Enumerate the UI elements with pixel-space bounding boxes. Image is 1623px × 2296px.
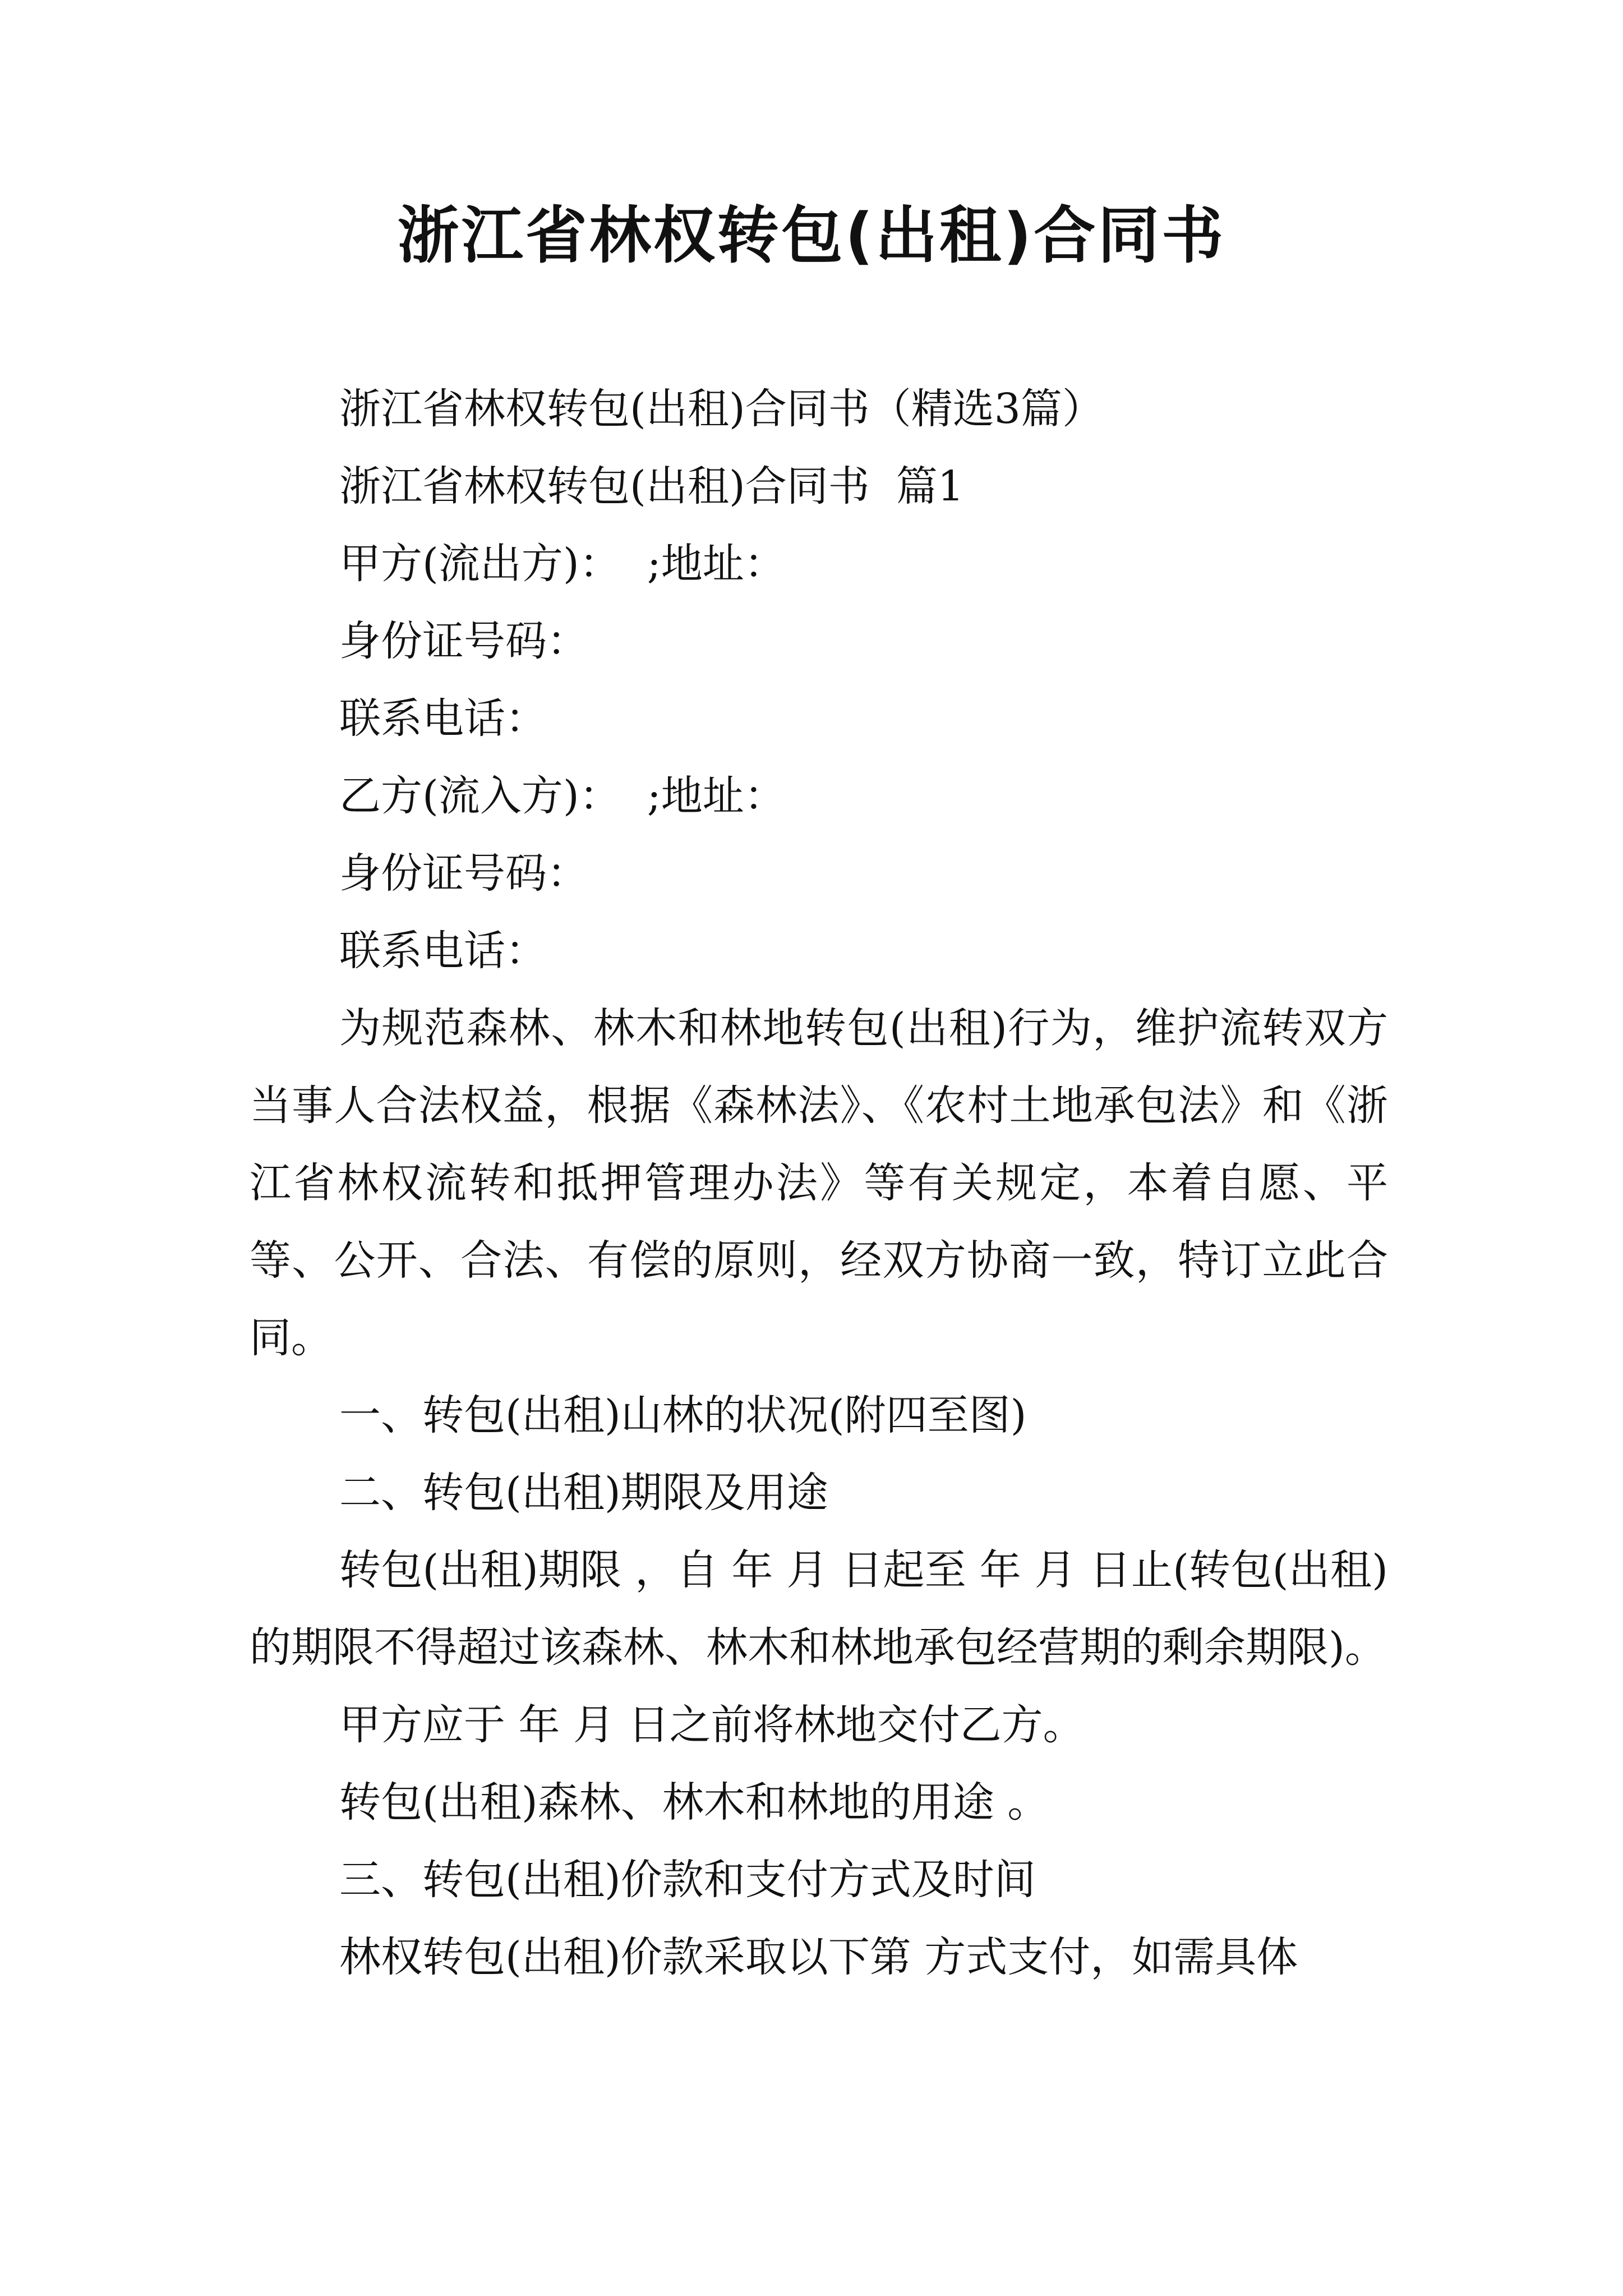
paragraph-section-1: 一、转包(出租)山林的状况(附四至图) <box>339 1391 1027 1439</box>
document-title: 浙江省林权转包(出租)合同书 <box>397 200 1226 272</box>
paragraph-section-3: 三、转包(出租)价款和支付方式及时间 <box>339 1856 1036 1904</box>
paragraph-delivery: 甲方应于 年 月 日之前将林地交付乙方。 <box>339 1701 1085 1749</box>
paragraph-term: 转包(出租)期限 ，自 年 月 日起至 年 月 日止(转包(出租)的期限不得超过该森林、林木和林地承包经营期的剩余期限)。 <box>250 1546 1388 1672</box>
paragraph-party-b: 乙方(流入方)： ;地址： <box>339 772 786 820</box>
paragraph-part-title: 浙江省林权转包(出租)合同书 篇1 <box>339 462 964 510</box>
paragraph-party-a-phone: 联系电话： <box>339 694 547 743</box>
paragraph-usage: 转包(出租)森林、林木和林地的用途 。 <box>339 1778 1049 1826</box>
paragraph-party-a: 甲方(流出方)： ;地址： <box>339 540 786 588</box>
paragraph-party-b-phone: 联系电话： <box>339 927 547 975</box>
paragraph-preamble: 为规范森林、林木和林地转包(出租)行为，维护流转双方当事人合法权益，根据《森林法》、《农村土地承包法》和《浙江省林权流转和抵押管理办法》等有关规定，本着自愿、平等、公开、合法、有偿的原则，经双方协商一致，特订立此合同。 <box>250 1004 1388 1362</box>
paragraph-section-2: 二、转包(出租)期限及用途 <box>339 1469 828 1517</box>
paragraph-party-b-id: 身份证号码： <box>339 849 588 898</box>
paragraph-payment: 林权转包(出租)价款采取以下第 方式支付，如需具体 <box>339 1933 1298 1981</box>
paragraph-party-a-id: 身份证号码： <box>339 617 588 665</box>
paragraph-collection-title: 浙江省林权转包(出租)合同书（精选3篇） <box>339 385 1104 433</box>
document-body <box>250 370 1388 1996</box>
